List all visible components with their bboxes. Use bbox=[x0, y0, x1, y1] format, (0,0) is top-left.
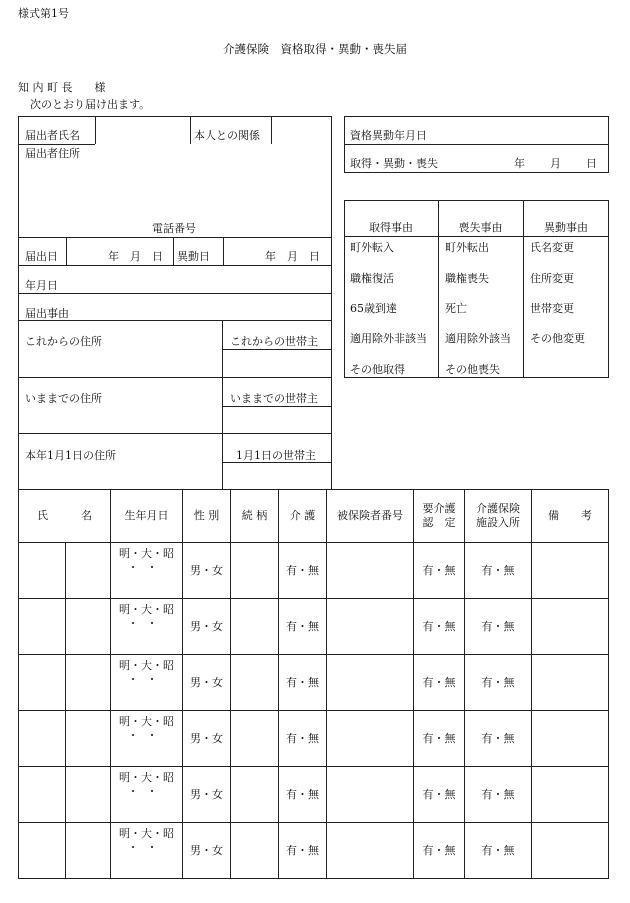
name-cell-2[interactable] bbox=[66, 599, 111, 655]
relation-cell[interactable] bbox=[231, 767, 279, 823]
insured-number-cell[interactable] bbox=[327, 655, 414, 711]
certification-cell[interactable]: 有・無 bbox=[414, 823, 465, 879]
facility-cell[interactable]: 有・無 bbox=[465, 655, 532, 711]
facility-cell[interactable]: 有・無 bbox=[465, 767, 532, 823]
reason-label: 届出事由 bbox=[25, 307, 69, 320]
table-row bbox=[19, 711, 609, 767]
loss-reason-header: 喪失事由 bbox=[458, 221, 503, 234]
sex-cell[interactable]: 男・女 bbox=[183, 599, 231, 655]
insured-number-cell[interactable] bbox=[327, 823, 414, 879]
acquire-option[interactable]: その他取得 bbox=[350, 363, 405, 376]
care-cell[interactable]: 有・無 bbox=[279, 599, 327, 655]
phone-label: 電話番号 bbox=[152, 222, 196, 235]
past-address-label: いままでの住所 bbox=[25, 392, 102, 405]
applicant-name-field[interactable] bbox=[96, 117, 190, 144]
table-row bbox=[19, 823, 609, 879]
relation-cell[interactable] bbox=[231, 543, 279, 599]
acquire-option[interactable]: 適用除外非該当 bbox=[350, 332, 427, 345]
insured-number-cell[interactable] bbox=[327, 543, 414, 599]
day-label: 日 bbox=[586, 157, 597, 170]
jan1-head-label: 1月1日の世帯主 bbox=[236, 449, 316, 462]
table-row bbox=[19, 543, 609, 599]
remarks-cell[interactable] bbox=[532, 711, 609, 767]
birth-cell[interactable]: 明・大・昭 ・・ bbox=[111, 711, 183, 767]
table-row bbox=[19, 599, 609, 655]
acquire-option[interactable]: 65歳到達 bbox=[350, 302, 397, 315]
certification-cell[interactable]: 有・無 bbox=[414, 543, 465, 599]
loss-option[interactable]: その他喪失 bbox=[445, 363, 500, 376]
form-title: 介護保険 資格取得・異動・喪失届 bbox=[223, 42, 407, 56]
change-option[interactable]: 住所変更 bbox=[530, 272, 574, 285]
acquire-option[interactable]: 職権復活 bbox=[350, 272, 394, 285]
facility-cell[interactable]: 有・無 bbox=[465, 599, 532, 655]
loss-option[interactable]: 適用除外該当 bbox=[445, 332, 511, 345]
applicant-address-label: 届出者住所 bbox=[25, 147, 80, 160]
acquire-option[interactable]: 町外転入 bbox=[350, 241, 394, 254]
certification-cell[interactable]: 有・無 bbox=[414, 599, 465, 655]
table-row bbox=[19, 767, 609, 823]
qualification-change-date-label: 資格異動年月日 bbox=[350, 129, 427, 142]
acq-change-loss-label: 取得・異動・喪失 bbox=[350, 157, 438, 170]
change-date-ymd[interactable]: 年 月 日 bbox=[265, 250, 320, 263]
sex-header: 性 別 bbox=[183, 490, 231, 543]
month-label: 月 bbox=[550, 157, 561, 170]
report-date-ymd[interactable]: 年 月 日 bbox=[108, 250, 163, 263]
care-header: 介 護 bbox=[279, 490, 327, 543]
relation-header: 続 柄 bbox=[231, 490, 279, 543]
birth-cell[interactable]: 明・大・昭 ・・ bbox=[111, 655, 183, 711]
sex-cell[interactable]: 男・女 bbox=[183, 767, 231, 823]
relation-cell[interactable] bbox=[231, 599, 279, 655]
birth-cell[interactable]: 明・大・昭 ・・ bbox=[111, 823, 183, 879]
remarks-cell[interactable] bbox=[532, 767, 609, 823]
change-option[interactable]: その他変更 bbox=[530, 332, 585, 345]
birth-cell[interactable]: 明・大・昭 ・・ bbox=[111, 767, 183, 823]
name-cell-2[interactable] bbox=[66, 711, 111, 767]
care-cell[interactable]: 有・無 bbox=[279, 767, 327, 823]
relation-cell[interactable] bbox=[231, 823, 279, 879]
jan1-address-label: 本年1月1日の住所 bbox=[25, 449, 116, 462]
relation-field[interactable] bbox=[272, 117, 331, 144]
name-cell[interactable] bbox=[19, 711, 66, 767]
intro-text: 次のとおり届け出ます。 bbox=[30, 98, 151, 111]
loss-option[interactable]: 町外転出 bbox=[445, 241, 489, 254]
applicant-name-label: 届出者氏名 bbox=[25, 129, 80, 142]
applicant-address-field[interactable] bbox=[19, 162, 331, 220]
sex-cell[interactable]: 男・女 bbox=[183, 711, 231, 767]
name-cell-2[interactable] bbox=[66, 767, 111, 823]
name-cell[interactable] bbox=[19, 655, 66, 711]
name-header: 氏 名 bbox=[19, 490, 111, 543]
insured-number-cell[interactable] bbox=[327, 599, 414, 655]
table-row bbox=[19, 655, 609, 711]
care-certification-header: 要介護 認 定 bbox=[414, 490, 465, 543]
facility-cell[interactable]: 有・無 bbox=[465, 711, 532, 767]
care-cell[interactable]: 有・無 bbox=[279, 655, 327, 711]
relation-label: 本人との関係 bbox=[194, 129, 260, 142]
relation-cell[interactable] bbox=[231, 711, 279, 767]
certification-cell[interactable]: 有・無 bbox=[414, 767, 465, 823]
birth-header: 生年月日 bbox=[111, 490, 183, 543]
name-cell-2[interactable] bbox=[66, 543, 111, 599]
insured-number-cell[interactable] bbox=[327, 711, 414, 767]
care-cell[interactable]: 有・無 bbox=[279, 711, 327, 767]
future-head-label: これからの世帯主 bbox=[230, 335, 318, 348]
form-number: 様式第1号 bbox=[18, 7, 69, 20]
name-cell[interactable] bbox=[19, 543, 66, 599]
change-reason-header: 異動事由 bbox=[544, 221, 588, 234]
report-date-label: 届出日 bbox=[25, 250, 58, 263]
loss-option[interactable]: 死亡 bbox=[445, 302, 467, 315]
certification-cell[interactable]: 有・無 bbox=[414, 711, 465, 767]
table-header-row bbox=[19, 490, 609, 543]
future-address-label: これからの住所 bbox=[25, 335, 102, 348]
change-option[interactable]: 世帯変更 bbox=[530, 302, 574, 315]
name-cell[interactable] bbox=[19, 823, 66, 879]
sex-cell[interactable]: 男・女 bbox=[183, 823, 231, 879]
remarks-cell[interactable] bbox=[532, 823, 609, 879]
remarks-cell[interactable] bbox=[532, 543, 609, 599]
facility-cell[interactable]: 有・無 bbox=[465, 823, 532, 879]
birth-cell[interactable]: 明・大・昭 ・・ bbox=[111, 543, 183, 599]
birth-cell[interactable]: 明・大・昭 ・・ bbox=[111, 599, 183, 655]
acquire-reason-header: 取得事由 bbox=[369, 221, 413, 234]
sex-cell[interactable]: 男・女 bbox=[183, 543, 231, 599]
ym-label: 年月日 bbox=[25, 279, 58, 292]
facility-admission-header: 介護保険 施設入所 bbox=[465, 490, 532, 543]
remarks-cell[interactable] bbox=[532, 599, 609, 655]
relation-cell[interactable] bbox=[231, 655, 279, 711]
name-cell-2[interactable] bbox=[66, 823, 111, 879]
past-head-label: いままでの世帯主 bbox=[230, 392, 318, 405]
name-cell-2[interactable] bbox=[66, 655, 111, 711]
care-cell[interactable]: 有・無 bbox=[279, 543, 327, 599]
facility-cell[interactable]: 有・無 bbox=[465, 543, 532, 599]
remarks-header: 備 考 bbox=[532, 490, 609, 543]
loss-option[interactable]: 職権喪失 bbox=[445, 272, 489, 285]
name-cell[interactable] bbox=[19, 599, 66, 655]
change-option[interactable]: 氏名変更 bbox=[530, 241, 574, 254]
change-date-label: 異動日 bbox=[177, 250, 210, 263]
remarks-cell[interactable] bbox=[532, 655, 609, 711]
certification-cell[interactable]: 有・無 bbox=[414, 655, 465, 711]
year-label: 年 bbox=[514, 157, 525, 170]
name-cell[interactable] bbox=[19, 767, 66, 823]
insured-persons-table bbox=[18, 489, 609, 879]
sex-cell[interactable]: 男・女 bbox=[183, 655, 231, 711]
addressee: 知 内 町 長 様 bbox=[18, 81, 106, 94]
insured-number-header: 被保険者番号 bbox=[327, 490, 414, 543]
insured-number-cell[interactable] bbox=[327, 767, 414, 823]
care-cell[interactable]: 有・無 bbox=[279, 823, 327, 879]
